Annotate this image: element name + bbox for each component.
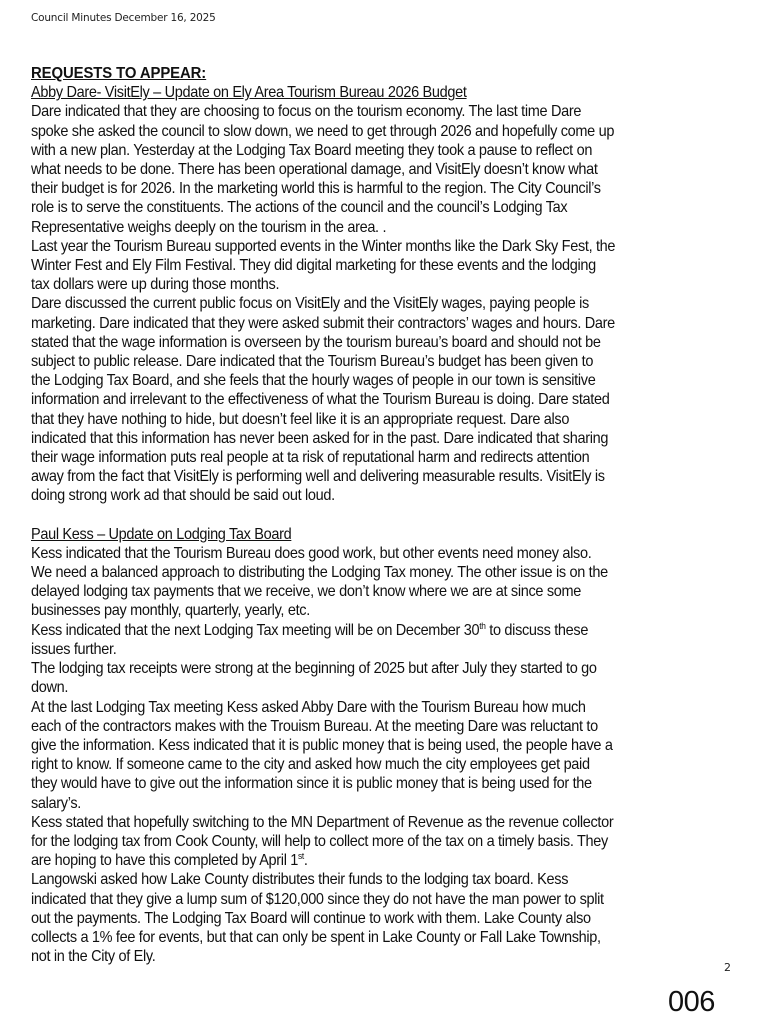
- agenda-item-kess: [31, 525, 701, 967]
- paragraph-line: indicated that this information has never been asked for in the past. Dare indicated that sharing: [31, 429, 609, 447]
- paragraph-line: At the last Lodging Tax meeting Kess asked Abby Dare with the Tourism Bureau how much: [31, 698, 586, 716]
- paragraph-line: each of the contractors makes with the Trouism Bureau. At the meeting Dare was reluctant to: [31, 717, 598, 735]
- paragraph-line: Dare indicated that they are choosing to focus on the tourism economy. The last time Dare: [31, 103, 582, 121]
- paragraph-line: give the information. Kess indicated that it is public money that is being used, the people have a: [31, 736, 613, 754]
- paragraph-line: what needs to be done. There has been operational damage, and VisitEly doesn’t know what: [31, 161, 598, 179]
- paragraph-line: right to know. If someone came to the city and asked how much the city employees get paid: [31, 756, 590, 774]
- agenda-item-text: [31, 640, 701, 851]
- paragraph-line: subject to public release. Dare indicated that the Tourism Bureau’s budget has been given to: [31, 353, 594, 371]
- paragraph-line: their wage information puts real people at ta risk of reputational harm and redirects attention: [31, 449, 590, 467]
- paragraph-line: are hoping to have this completed by April 1st.: [31, 851, 308, 870]
- section-title: REQUESTS TO APPEAR:: [31, 65, 207, 82]
- paragraph-line: Representative weighs deeply on the tourism in the area. .: [31, 218, 387, 236]
- document-header: Council Minutes December 16, 2025: [31, 12, 216, 24]
- paragraph-line: Kess indicated that the Tourism Bureau does good work, but other events need money also.: [31, 544, 592, 562]
- paragraph-line: spoke she asked the council to slow down, we need to get through 2026 and hopefully come up: [31, 122, 615, 140]
- paragraph-line: issues further.: [31, 640, 117, 658]
- paragraph-line: that they have nothing to hide, but doesn’t feel like it is an appropriate request. Dare also: [31, 410, 570, 428]
- paragraph-line: Last year the Tourism Bureau supported events in the Winter months like the Dark Sky Fest, the: [31, 237, 616, 255]
- paragraph-line: We need a balanced approach to distributing the Lodging Tax money. The other issue is on the: [31, 564, 608, 582]
- agenda-item-subhead: Abby Dare- VisitEly – Update on Ely Area Tourism Bureau 2026 Budget: [31, 84, 467, 102]
- paragraph-line: stated that the wage information is overseen by the tourism bureau’s board and should not be: [31, 333, 601, 351]
- paragraph-line: Kess stated that hopefully switching to the MN Department of Revenue as the revenue collector: [31, 813, 614, 831]
- paragraph-line: Kess indicated that the next Lodging Tax meeting will be on December 30th to discuss these: [31, 620, 589, 639]
- paragraph-line: doing strong work ad that should be said out loud.: [31, 487, 335, 505]
- paragraph-line: salary’s.: [31, 794, 82, 812]
- paragraph-line: Winter Fest and Ely Film Festival. They did digital marketing for these events and the lodging: [31, 257, 596, 275]
- paragraph-line: down.: [31, 679, 69, 697]
- paragraph-line: Langowski asked how Lake County distributes their funds to the lodging tax board. Kess: [31, 871, 569, 889]
- paragraph-line: out the payments. The Lodging Tax Board will continue to work with them. Lake County also: [31, 909, 591, 927]
- page-number: 2: [724, 961, 731, 974]
- paragraph-line: delayed lodging tax payments that we receive, we don’t know where we are at since some: [31, 583, 581, 601]
- minutes-body: [31, 64, 701, 966]
- spacer: [31, 506, 701, 525]
- agenda-item-text: [31, 102, 701, 505]
- paragraph-line: marketing. Dare indicated that they were asked submit their contractors’ wages and hours. Dare: [31, 314, 615, 332]
- paragraph-line: role is to serve the constituents. The actions of the council and the council’s Lodging Tax: [31, 199, 568, 217]
- agenda-item-text: [31, 870, 701, 966]
- paragraph-line: away from the fact that VisitEly is performing well and delivering measurable results. VisitEly is: [31, 468, 605, 486]
- paragraph-line: they would have to give out the information since it is public money that is being used for the: [31, 775, 592, 793]
- paragraph-line: Dare discussed the current public focus on VisitEly and the VisitEly wages, paying people is: [31, 295, 589, 313]
- agenda-item-subhead: Paul Kess – Update on Lodging Tax Board: [31, 525, 292, 543]
- paragraph-line: tax dollars were up during those months.: [31, 276, 280, 294]
- paragraph-line: collects a 1% fee for events, but that can only be spent in Lake County or Fall Lake Township,: [31, 928, 601, 946]
- paragraph-line: not in the City of Ely.: [31, 948, 156, 966]
- paragraph-line: information and irrelevant to the effectiveness of what the Tourism Bureau is doing. Dare stated: [31, 391, 610, 409]
- paragraph-line: businesses pay monthly, quarterly, yearly, etc.: [31, 602, 310, 620]
- agenda-item-dare: [31, 83, 701, 505]
- paragraph-line: the Lodging Tax Board, and she feels that the hourly wages of people in our town is sensitive: [31, 372, 596, 390]
- paragraph-line: for the lodging tax from Cook County, will help to collect more of the tax on a timely basis. They: [31, 832, 608, 850]
- paragraph-line: their budget is for 2026. In the marketing world this is harmful to the region. The City Council’s: [31, 180, 601, 198]
- paragraph-line: with a new plan. Yesterday at the Lodging Tax Board meeting they took a pause to reflect on: [31, 141, 593, 159]
- paragraph-line: The lodging tax receipts were strong at the beginning of 2025 but after July they started to go: [31, 660, 597, 678]
- bates-stamp: 006: [668, 986, 715, 1018]
- agenda-item-text: [31, 544, 701, 621]
- paragraph-line: indicated that they give a lump sum of $120,000 since they do not have the man power to split: [31, 890, 604, 908]
